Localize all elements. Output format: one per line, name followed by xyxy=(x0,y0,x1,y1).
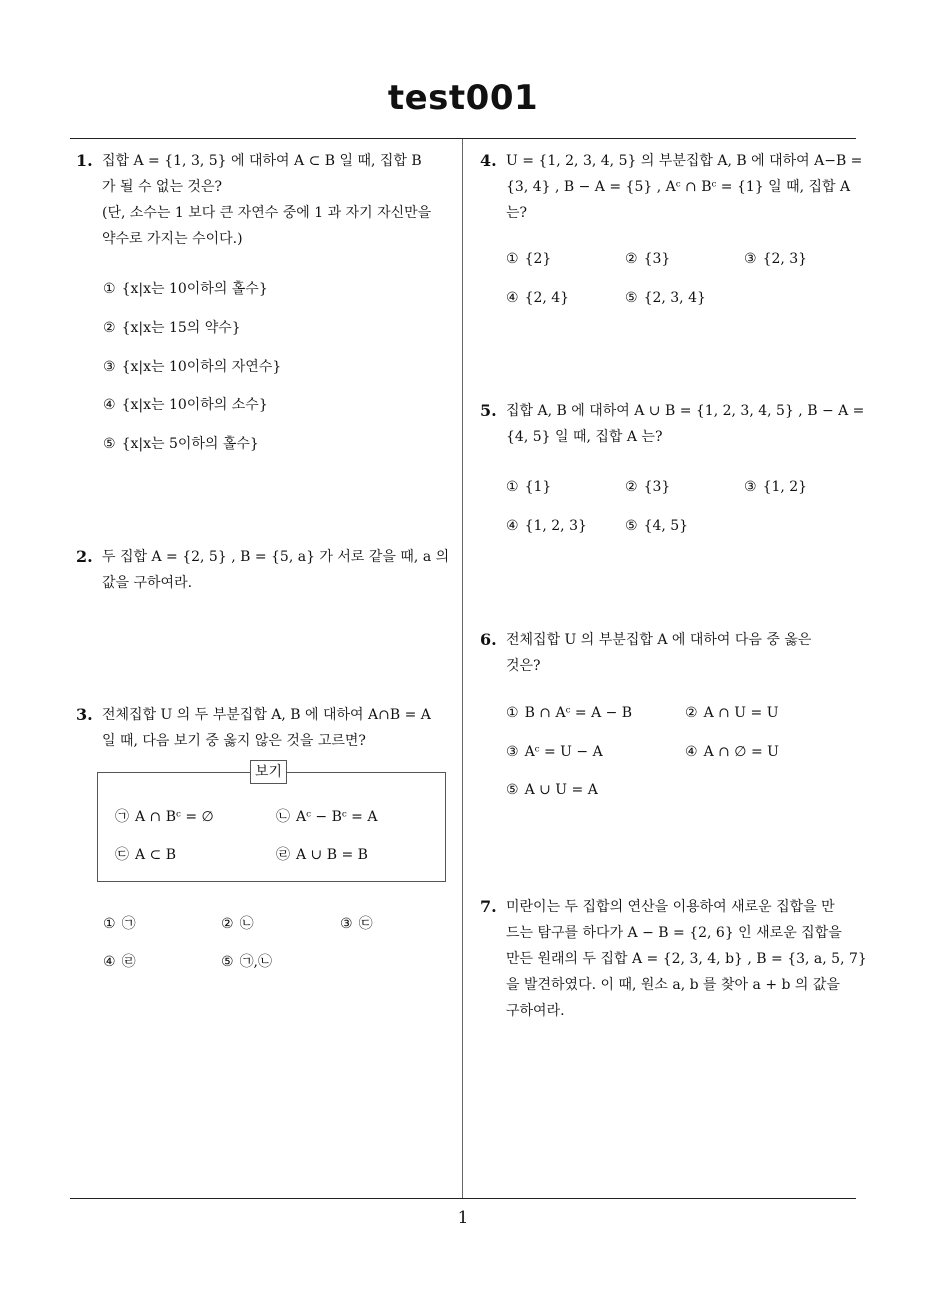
question-1 xyxy=(76,148,456,252)
page-number: 1 xyxy=(457,1208,469,1228)
q4-option-1[interactable]: ① {2} xyxy=(506,251,552,267)
question-5 xyxy=(480,398,865,450)
question-number: 7. xyxy=(480,897,497,916)
q6-option-1[interactable]: ① B ∩ Aᶜ = A − B xyxy=(506,705,633,721)
question-number: 5. xyxy=(480,401,497,420)
q1-option-1[interactable]: ① {x|x는 10이하의 홀수} xyxy=(103,281,268,297)
q3-option-2[interactable]: ② ㉡ xyxy=(221,916,254,932)
bogi-item-3: ㉢ A ⊂ B xyxy=(115,847,177,863)
q4-option-5[interactable]: ⑤ {2, 3, 4} xyxy=(625,290,706,306)
q1-option-2[interactable]: ② {x|x는 15의 약수} xyxy=(103,320,241,336)
q5-option-4[interactable]: ④ {1, 2, 3} xyxy=(506,518,587,534)
q5-option-1[interactable]: ① {1} xyxy=(506,479,552,495)
question-number: 2. xyxy=(76,547,93,566)
question-text: U = {1, 2, 3, 4, 5} 의 부분집합 A, B 에 대하여 A−B = {3, 4} , B − A = {5} , Aᶜ ∩ Bᶜ = {1} 일 때, 집합 A 는? xyxy=(506,153,863,221)
q3-option-3[interactable]: ③ ㉢ xyxy=(340,916,373,932)
question-2 xyxy=(76,544,456,596)
q6-option-3[interactable]: ③ Aᶜ = U − A xyxy=(506,744,603,760)
q6-option-2[interactable]: ② A ∩ U = U xyxy=(685,705,779,721)
q6-option-4[interactable]: ④ A ∩ ∅ = U xyxy=(685,744,779,760)
question-text: 집합 A = {1, 3, 5} 에 대하여 A ⊂ B 일 때, 집합 B 가 될 수 없는 것은? (단, 소수는 1 보다 큰 자연수 중에 1 과 자기 자신만을 약수로 가지는 수이다.) xyxy=(102,153,432,247)
question-text: 전체집합 U 의 부분집합 A 에 대하여 다음 중 옳은 것은? xyxy=(506,632,812,674)
question-6 xyxy=(480,627,860,679)
bogi-label: 보기 xyxy=(250,760,287,784)
bogi-item-2: ㉡ Aᶜ − Bᶜ = A xyxy=(276,809,378,825)
question-text: 미란이는 두 집합의 연산을 이용하여 새로운 집합을 만 드는 탐구를 하다가 A − B = {2, 6} 인 새로운 집합을 만든 원래의 두 집합 A = {2, 3, 4, b} , B = {3, a, 5, 7} 을 발견하였다. 이 때, 원소 a, b 를 찾아 a + b 의 값을 구하여라. xyxy=(506,899,867,1019)
q5-option-2[interactable]: ② {3} xyxy=(625,479,671,495)
question-number: 4. xyxy=(480,151,497,170)
q4-option-3[interactable]: ③ {2, 3} xyxy=(744,251,808,267)
q1-option-5[interactable]: ⑤ {x|x는 5이하의 홀수} xyxy=(103,436,259,452)
question-3 xyxy=(76,702,456,754)
question-number: 1. xyxy=(76,151,93,170)
footer-rule xyxy=(70,1198,856,1199)
q1-option-3[interactable]: ③ {x|x는 10이하의 자연수} xyxy=(103,359,282,375)
q3-option-1[interactable]: ① ㉠ xyxy=(103,916,136,932)
column-divider xyxy=(462,139,463,1198)
question-4 xyxy=(480,148,863,226)
q3-option-5[interactable]: ⑤ ㉠,㉡ xyxy=(221,954,273,970)
q3-option-4[interactable]: ④ ㉣ xyxy=(103,954,136,970)
question-text: 집합 A, B 에 대하여 A ∪ B = {1, 2, 3, 4, 5} , B − A = {4, 5} 일 때, 집합 A 는? xyxy=(506,403,865,445)
question-number: 6. xyxy=(480,630,497,649)
question-number: 3. xyxy=(76,705,93,724)
header-rule xyxy=(70,138,856,139)
q5-option-3[interactable]: ③ {1, 2} xyxy=(744,479,808,495)
question-7 xyxy=(480,894,867,1024)
bogi-item-4: ㉣ A ∪ B = B xyxy=(276,847,368,863)
q4-option-4[interactable]: ④ {2, 4} xyxy=(506,290,570,306)
q4-option-2[interactable]: ② {3} xyxy=(625,251,671,267)
bogi-box xyxy=(97,772,446,882)
page-title: test001 xyxy=(387,78,539,118)
q5-option-5[interactable]: ⑤ {4, 5} xyxy=(625,518,689,534)
question-text: 전체집합 U 의 두 부분집합 A, B 에 대하여 A∩B = A 일 때, 다음 보기 중 옳지 않은 것을 고르면? xyxy=(102,707,431,749)
question-text: 두 집합 A = {2, 5} , B = {5, a} 가 서로 같을 때, a 의 값을 구하여라. xyxy=(102,549,450,591)
q1-option-4[interactable]: ④ {x|x는 10이하의 소수} xyxy=(103,397,268,413)
bogi-item-1: ㉠ A ∩ Bᶜ = ∅ xyxy=(115,809,214,825)
q6-option-5[interactable]: ⑤ A ∪ U = A xyxy=(506,782,598,798)
